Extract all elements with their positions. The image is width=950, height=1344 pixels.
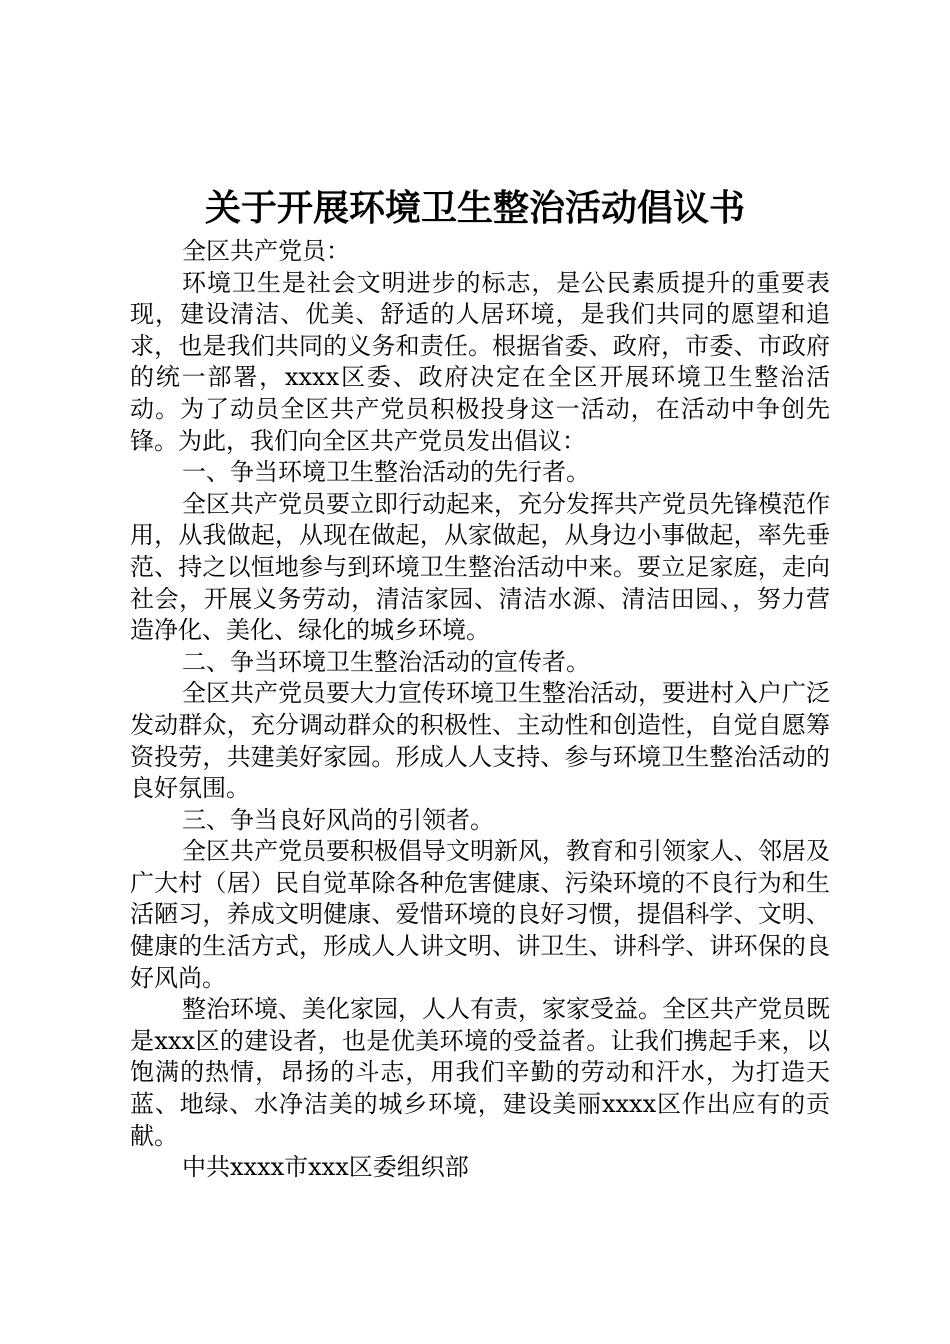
section-paragraph-2: 全区共产党员要大力宣传环境卫生整治活动，要进村入户广泛发动群众，充分调动群众的积极性、主动性和创造性，自觉自愿筹资投劳，共建美好家园。形成人人支持、参与环境卫生整治活动的良好氛围。 — [130, 679, 830, 803]
section-heading-3: 三、争当良好风尚的引领者。 — [182, 805, 494, 834]
section-paragraph-3: 全区共产党员要积极倡导文明新风，教育和引领家人、邻居及广大村（居）民自觉革除各种危害健康、污染环境的不良行为和生活陋习，养成文明健康、爱惜环境的良好习惯，提倡科学、文明、健康的生活方式，形成人人讲文明、讲卫生、讲科学、讲环保的良好风尚。 — [130, 837, 830, 992]
document-title: 关于开展环境卫生整治活动倡议书 — [204, 188, 745, 229]
section-heading-1: 一、争当环境卫生整治活动的先行者。 — [182, 458, 590, 487]
section-heading-2: 二、争当环境卫生整治活动的宣传者。 — [182, 647, 590, 676]
signature: 中共xxxx市xxx区委组织部 — [182, 1153, 469, 1182]
section-paragraph-1: 全区共产党员要立即行动起来，充分发挥共产党员先锋模范作用，从我做起，从现在做起，从家做起，从身边小事做起，率先垂范、持之以恒地参与到环境卫生整治活动中来。要立足家庭，走向社会，开展义务劳动，清洁家园、清洁水源、清洁田园、，努力营造净化、美化、绿化的城乡环境。 — [130, 489, 830, 645]
document-body — [130, 236, 830, 1184]
closing-paragraph: 整治环境、美化家园，人人有责，家家受益。全区共产党员既是xxx区的建设者，也是优美环境的受益者。让我们携起手来，以饱满的热情，昂扬的斗志，用我们辛勤的劳动和汗水，为打造天蓝、地绿、水净洁美的城乡环境，建设美丽xxxx区作出应有的贡献。 — [130, 995, 830, 1150]
intro-paragraph: 环境卫生是社会文明进步的标志，是公民素质提升的重要表现，建设清洁、优美、舒适的人居环境，是我们共同的愿望和追求，也是我们共同的义务和责任。根据省委、政府，市委、市政府的统一部署，xxxx区委、政府决定在全区开展环境卫生整治活动。为了动员全区共产党员积极投身这一活动，在活动中争创先锋。为此，我们向全区共产党员发出倡议： — [130, 268, 830, 455]
salutation: 全区共产党员： — [182, 237, 350, 265]
